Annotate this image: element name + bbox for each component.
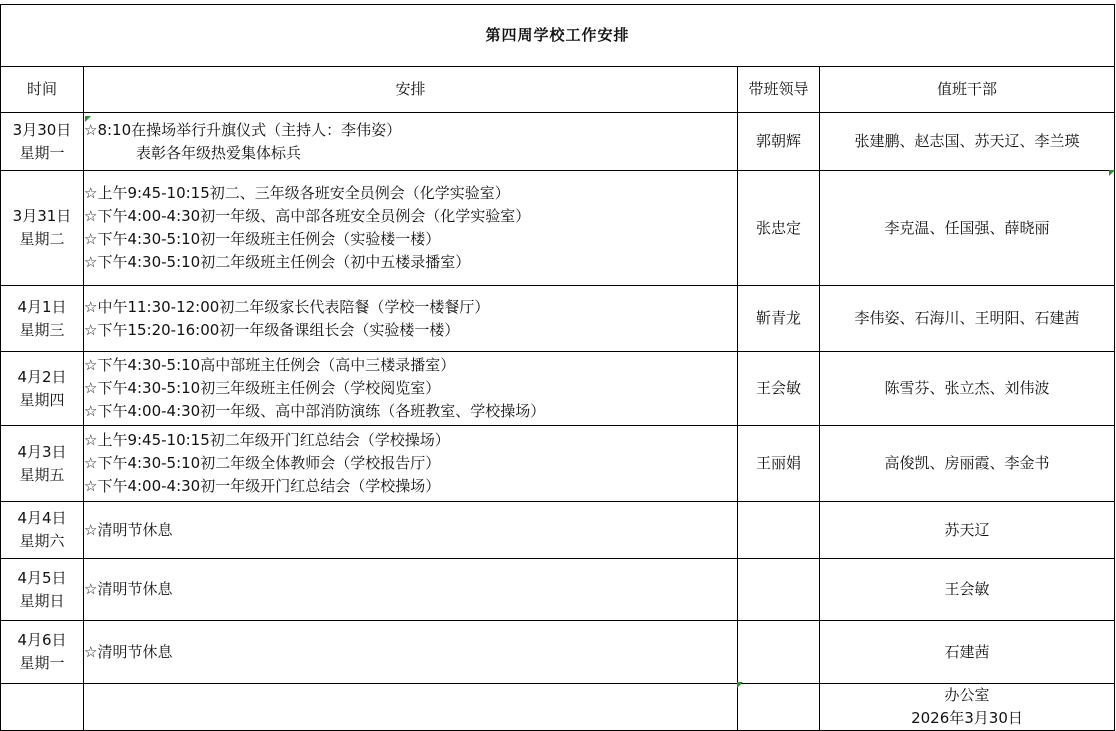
date: 4月3日 [17, 442, 67, 461]
arrangement-item: ☆下午15:20-16:00初一年级备课组长会（实验楼一楼） [84, 320, 460, 339]
leader-cell[interactable]: 王会敏 [738, 352, 820, 426]
cell-comment-marker [85, 116, 91, 122]
arrangement-cell[interactable] [84, 621, 738, 684]
cell-comment-marker [737, 682, 743, 688]
header-leader[interactable]: 带班领导 [738, 67, 820, 113]
weekday: 星期日 [19, 591, 65, 610]
header-arrangement[interactable]: 安排 [84, 67, 738, 113]
duty-cell[interactable]: 苏天辽 [820, 502, 1115, 559]
arrangement-item: ☆清明节休息 [84, 642, 173, 661]
table-row [1, 113, 1115, 171]
arrangement-item: ☆清明节休息 [84, 580, 173, 598]
arrangement-item: ☆8:10在操场举行升旗仪式（主持人：李伟姿） [84, 120, 402, 139]
arrangement-item: ☆下午4:30-5:10初二年级班主任例会（初中五楼录播室） [84, 253, 471, 271]
duty-cell[interactable]: 石建茜 [820, 621, 1115, 684]
signature-cell[interactable] [820, 684, 1115, 731]
weekday: 星期一 [19, 654, 65, 672]
arrangement-cell[interactable] [84, 171, 738, 286]
arrangement-cell[interactable] [84, 559, 738, 621]
leader-cell[interactable] [738, 559, 820, 621]
arrangement-cell[interactable] [84, 113, 738, 171]
date: 3月31日 [12, 207, 72, 225]
arrangement-item: ☆下午4:30-5:10初一年级班主任例会（实验楼一楼） [84, 230, 441, 248]
duty-cell[interactable]: 高俊凯、房丽霞、李金书 [820, 426, 1115, 502]
leader-cell[interactable]: 郭朝辉 [738, 113, 820, 171]
date: 4月1日 [17, 297, 67, 316]
leader-cell[interactable] [738, 621, 820, 684]
duty-cell[interactable]: 陈雪芬、张立杰、刘伟波 [820, 352, 1115, 426]
leader-cell[interactable]: 靳青龙 [738, 286, 820, 352]
arrangement-item: ☆下午4:30-5:10初三年级班主任例会（学校阅览室） [84, 379, 441, 397]
duty-cell[interactable]: 王会敏 [820, 559, 1115, 621]
arrangement-cell[interactable] [84, 502, 738, 559]
arrangement-item: ☆下午4:30-5:10初二年级全体教师会（学校报告厅） [84, 454, 441, 472]
weekday: 星期五 [19, 465, 65, 484]
arrangement-item: ☆下午4:30-5:10高中部班主任例会（高中三楼录播室） [84, 356, 456, 374]
duty-cell[interactable]: 李伟姿、石海川、王明阳、石建茜 [820, 286, 1115, 352]
title-row [1, 5, 1115, 67]
date-cell[interactable] [1, 113, 84, 171]
table-row [1, 286, 1115, 352]
page-title[interactable]: 第四周学校工作安排 [1, 5, 1115, 67]
arrangement-cell[interactable] [84, 352, 738, 426]
date-cell[interactable] [1, 286, 84, 352]
duty-cell[interactable]: 张建鹏、赵志国、苏天辽、李兰瑛 [820, 113, 1115, 171]
footer-row [1, 684, 1115, 731]
table-row [1, 621, 1115, 684]
cell-comment-marker [1109, 170, 1115, 176]
table-row [1, 559, 1115, 621]
arrangement-item: ☆上午9:45-10:15初二年级开门红总结会（学校操场） [84, 431, 450, 449]
arrangement-cell[interactable] [84, 426, 738, 502]
date-cell[interactable] [1, 352, 84, 426]
date-cell[interactable] [1, 426, 84, 502]
weekday: 星期一 [19, 143, 65, 162]
schedule-table [0, 4, 1115, 731]
table-row [1, 352, 1115, 426]
date-cell[interactable] [1, 559, 84, 621]
arrangement-item: ☆下午4:00-4:30初一年级开门红总结会（学校操场） [84, 477, 441, 495]
duty-cell[interactable]: 李克温、任国强、薛晓丽 [820, 171, 1115, 286]
date-cell[interactable] [1, 621, 84, 684]
office-label: 办公室 [944, 686, 990, 704]
leader-cell[interactable]: 王丽娟 [738, 426, 820, 502]
date-cell[interactable] [1, 171, 84, 286]
header-row [1, 67, 1115, 113]
footer-empty-cell[interactable] [738, 684, 820, 731]
arrangement-cell[interactable] [84, 286, 738, 352]
weekday: 星期二 [19, 230, 65, 248]
date: 4月5日 [17, 568, 67, 587]
date: 4月2日 [17, 367, 67, 386]
footer-empty-cell[interactable] [1, 684, 84, 731]
date: 3月30日 [12, 120, 72, 139]
date: 4月4日 [17, 509, 67, 527]
weekday: 星期六 [19, 532, 65, 550]
date: 4月6日 [17, 631, 67, 649]
leader-cell[interactable] [738, 502, 820, 559]
arrangement-item: ☆中午11:30-12:00初二年级家长代表陪餐（学校一楼餐厅） [84, 297, 490, 316]
footer-empty-cell[interactable] [84, 684, 738, 731]
arrangement-item: ☆下午4:00-4:30初一年级、高中部各班安全员例会（化学实验室） [84, 207, 531, 225]
table-row [1, 502, 1115, 559]
header-time[interactable]: 时间 [1, 67, 84, 113]
table-row [1, 426, 1115, 502]
arrangement-item: ☆清明节休息 [84, 520, 173, 539]
arrangement-item: ☆上午9:45-10:15初二、三年级各班安全员例会（化学实验室） [84, 184, 510, 202]
weekday: 星期四 [19, 390, 65, 409]
table-row [1, 171, 1115, 286]
header-duty[interactable]: 值班干部 [820, 67, 1115, 113]
footer-date: 2026年3月30日 [911, 709, 1023, 727]
date-cell[interactable] [1, 502, 84, 559]
weekday: 星期三 [19, 320, 65, 339]
arrangement-item: 表彰各年级热爱集体标兵 [136, 143, 302, 162]
leader-cell[interactable]: 张忠定 [738, 171, 820, 286]
arrangement-item: ☆下午4:00-4:30初一年级、高中部消防演练（各班教室、学校操场） [84, 402, 546, 420]
